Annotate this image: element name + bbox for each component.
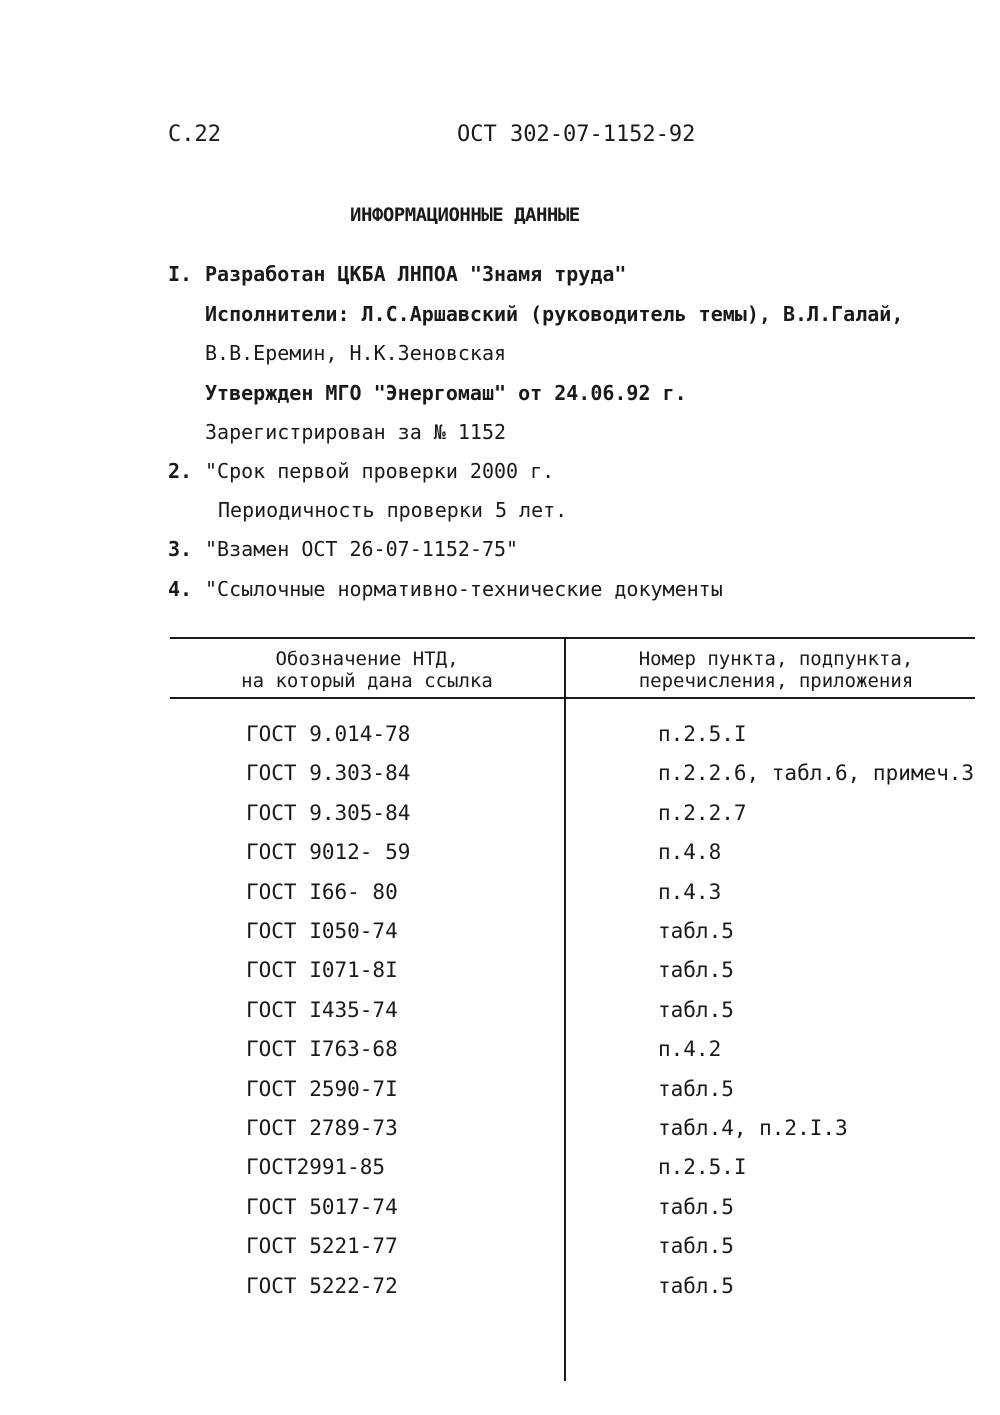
- page-number: С.22: [168, 122, 221, 147]
- table-header-rule: [170, 697, 975, 699]
- column-header-designation: Обозначение НТД, на который дана ссылка: [241, 648, 493, 692]
- clause-reference: табл.5: [658, 1274, 734, 1298]
- clause-reference: п.2.2.7: [658, 801, 747, 825]
- table-column-divider: [564, 639, 566, 1381]
- column-header-clause: Номер пункта, подпункта, перечисления, приложения: [638, 648, 914, 692]
- standard-number: ОСТ 302-07-1152-92: [457, 122, 696, 147]
- item-line: "Срок первой проверки 2000 г.: [205, 459, 555, 483]
- item-line: В.В.Еремин, Н.К.Зеновская: [205, 341, 507, 365]
- document-designation: ГОСТ I435-74: [246, 998, 398, 1022]
- clause-reference: табл.5: [658, 1195, 734, 1219]
- document-designation: ГОСТ I763-68: [246, 1037, 398, 1061]
- document-designation: ГОСТ 9.303-84: [246, 761, 411, 785]
- clause-reference: табл.4, п.2.I.3: [658, 1116, 848, 1140]
- document-designation: ГОСТ2991-85: [246, 1155, 386, 1179]
- clause-reference: табл.5: [658, 958, 734, 982]
- document-designation: ГОСТ 9012- 59: [246, 840, 411, 864]
- document-designation: ГОСТ 9.014-78: [246, 722, 411, 746]
- document-designation: ГОСТ I66- 80: [246, 880, 398, 904]
- document-designation: ГОСТ 5222-72: [246, 1274, 398, 1298]
- clause-reference: табл.5: [658, 1234, 734, 1258]
- clause-reference: п.2.2.6, табл.6, примеч.3: [658, 761, 975, 785]
- item-line: Зарегистрирован за № 1152: [205, 420, 507, 444]
- clause-reference: табл.5: [658, 998, 734, 1022]
- item-number: I.: [168, 262, 193, 286]
- document-designation: ГОСТ 9.305-84: [246, 801, 411, 825]
- clause-reference: табл.5: [658, 1077, 734, 1101]
- clause-reference: п.4.2: [658, 1037, 722, 1061]
- item-number: 3.: [168, 537, 193, 561]
- clause-reference: п.4.3: [658, 880, 722, 904]
- document-designation: ГОСТ I050-74: [246, 919, 398, 943]
- item-line: Периодичность проверки 5 лет.: [218, 498, 568, 522]
- table-top-rule: [170, 637, 975, 639]
- clause-reference: п.2.5.I: [658, 1155, 747, 1179]
- item-number: 4.: [168, 577, 193, 601]
- clause-reference: табл.5: [658, 919, 734, 943]
- clause-reference: п.4.8: [658, 840, 722, 864]
- document-designation: ГОСТ 2590-7I: [246, 1077, 398, 1101]
- item-line: "Ссылочные нормативно-технические документы: [205, 577, 723, 601]
- document-designation: ГОСТ 5017-74: [246, 1195, 398, 1219]
- document-designation: ГОСТ 5221-77: [246, 1234, 398, 1258]
- document-designation: ГОСТ I071-8I: [246, 958, 398, 982]
- item-line: Утвержден МГО "Энергомаш" от 24.06.92 г.: [205, 381, 687, 405]
- item-number: 2.: [168, 459, 193, 483]
- item-line: Разработан ЦКБА ЛНПОА "Знамя труда": [205, 262, 627, 286]
- item-line: Исполнители: Л.С.Аршавский (руководитель темы), В.Л.Галай,: [205, 302, 904, 326]
- page-title: ИНФОРМАЦИОННЫЕ ДАННЫЕ: [350, 204, 580, 226]
- item-line: "Взамен ОСТ 26-07-1152-75": [205, 537, 519, 561]
- clause-reference: п.2.5.I: [658, 722, 747, 746]
- document-designation: ГОСТ 2789-73: [246, 1116, 398, 1140]
